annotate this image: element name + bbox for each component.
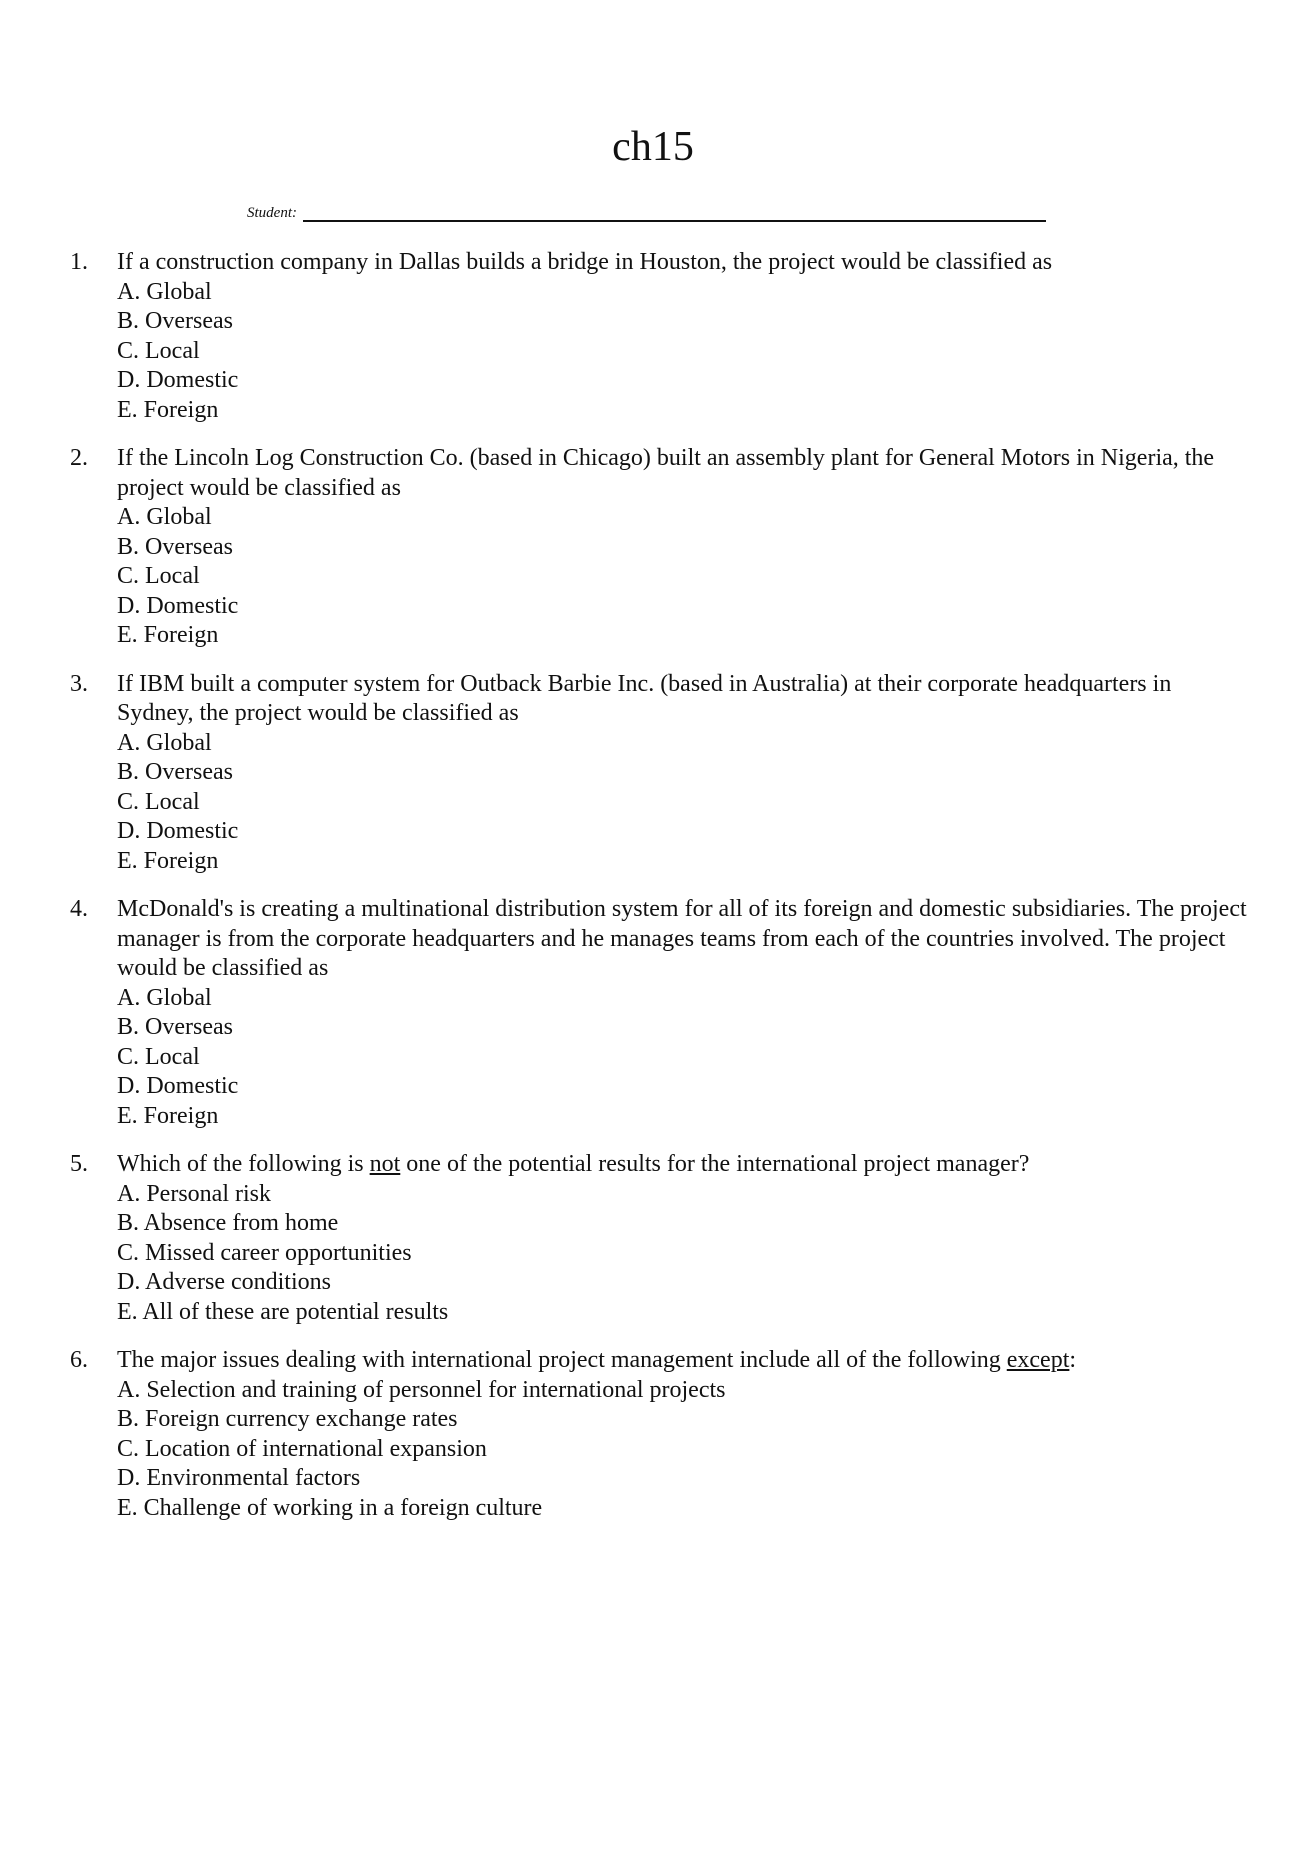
answer-option: E. Challenge of working in a foreign culture bbox=[117, 1494, 543, 1521]
answer-option: E. Foreign bbox=[117, 847, 219, 874]
question-3 bbox=[0, 670, 1306, 877]
answer-options bbox=[117, 984, 1247, 1132]
answer-option: B. Absence from home bbox=[117, 1210, 339, 1236]
answer-option: E. Foreign bbox=[117, 1102, 219, 1129]
question-number: 5. bbox=[70, 1151, 88, 1177]
question-text bbox=[117, 895, 1247, 984]
question-body bbox=[117, 1150, 1247, 1327]
question-text-part: Which of the following is bbox=[117, 1151, 370, 1177]
answer-option: D. Domestic bbox=[117, 592, 239, 619]
answer-option: A. Global bbox=[117, 729, 212, 756]
answer-option: A. Global bbox=[117, 984, 212, 1011]
question-body bbox=[117, 1346, 1247, 1523]
question-body bbox=[117, 444, 1247, 651]
answer-option: E. Foreign bbox=[117, 396, 219, 423]
student-label: Student: bbox=[247, 205, 297, 221]
question-text bbox=[117, 248, 1247, 278]
answer-options bbox=[117, 278, 1247, 426]
question-number: 3. bbox=[70, 670, 88, 697]
answer-option: C. Local bbox=[117, 563, 200, 589]
question-1 bbox=[0, 248, 1306, 425]
question-text bbox=[117, 1346, 1247, 1376]
answer-option: D. Adverse conditions bbox=[117, 1269, 331, 1295]
answer-option: A. Selection and training of personnel for international projects bbox=[117, 1376, 726, 1403]
question-6 bbox=[0, 1346, 1306, 1523]
question-number: 1. bbox=[70, 249, 88, 275]
question-body bbox=[117, 248, 1247, 425]
answer-option: A. Personal risk bbox=[117, 1180, 271, 1207]
answer-option: C. Missed career opportunities bbox=[117, 1239, 412, 1266]
answer-option: C. Location of international expansion bbox=[117, 1435, 487, 1462]
question-body bbox=[117, 895, 1247, 1131]
question-text-part: If IBM built a computer system for Outback Barbie Inc. (based in Australia) at their corporate headquarters in Sydney, the project would be classified as bbox=[117, 670, 1172, 726]
question-4 bbox=[0, 895, 1306, 1131]
answer-option: D. Domestic bbox=[117, 367, 239, 393]
answer-option: C. Local bbox=[117, 337, 200, 364]
answer-option: B. Overseas bbox=[117, 533, 233, 560]
student-name-line bbox=[247, 204, 1046, 222]
question-list bbox=[0, 248, 1306, 1542]
question-5 bbox=[0, 1150, 1306, 1327]
question-text-part: McDonald's is creating a multinational distribution system for all of its foreign and domestic subsidiaries. The project manager is from the corporate headquarters and he manages teams from each of the countries involved. The project would be classified as bbox=[117, 896, 1247, 981]
question-text-part: The major issues dealing with international project management include all of the following bbox=[117, 1347, 1007, 1373]
question-2 bbox=[0, 444, 1306, 651]
answer-option: A. Global bbox=[117, 278, 212, 305]
answer-option: B. Foreign currency exchange rates bbox=[117, 1406, 458, 1432]
question-text-part: : bbox=[1069, 1347, 1077, 1373]
answer-option: D. Domestic bbox=[117, 1073, 239, 1099]
answer-options bbox=[117, 729, 1247, 877]
question-body bbox=[117, 670, 1247, 877]
answer-options bbox=[117, 1180, 1247, 1328]
question-text-part: If a construction company in Dallas builds a bridge in Houston, the project would be classified as bbox=[117, 249, 1053, 275]
question-number: 4. bbox=[70, 896, 88, 922]
answer-option: D. Environmental factors bbox=[117, 1465, 361, 1491]
answer-options bbox=[117, 503, 1247, 651]
question-text bbox=[117, 444, 1247, 503]
answer-options bbox=[117, 1376, 1247, 1524]
question-number: 2. bbox=[70, 445, 88, 471]
answer-option: E. Foreign bbox=[117, 622, 219, 648]
page-title: ch15 bbox=[612, 124, 694, 170]
answer-option: C. Local bbox=[117, 1043, 200, 1070]
student-name-blank bbox=[303, 204, 1046, 222]
answer-option: D. Domestic bbox=[117, 818, 239, 844]
answer-option: B. Overseas bbox=[117, 1014, 233, 1040]
answer-option: A. Global bbox=[117, 504, 212, 530]
emphasized-word: except bbox=[1006, 1347, 1070, 1373]
question-text-part: one of the potential results for the international project manager? bbox=[400, 1151, 1030, 1177]
question-text bbox=[117, 1150, 1247, 1180]
answer-option: E. All of these are potential results bbox=[117, 1298, 449, 1325]
answer-option: B. Overseas bbox=[117, 308, 233, 334]
answer-option: C. Local bbox=[117, 788, 200, 815]
question-text bbox=[117, 670, 1247, 729]
emphasized-word: not bbox=[369, 1151, 401, 1177]
question-text-part: If the Lincoln Log Construction Co. (based in Chicago) built an assembly plant for General Motors in Nigeria, the project would be classified as bbox=[117, 445, 1215, 501]
answer-option: B. Overseas bbox=[117, 759, 233, 785]
question-number: 6. bbox=[70, 1347, 88, 1373]
